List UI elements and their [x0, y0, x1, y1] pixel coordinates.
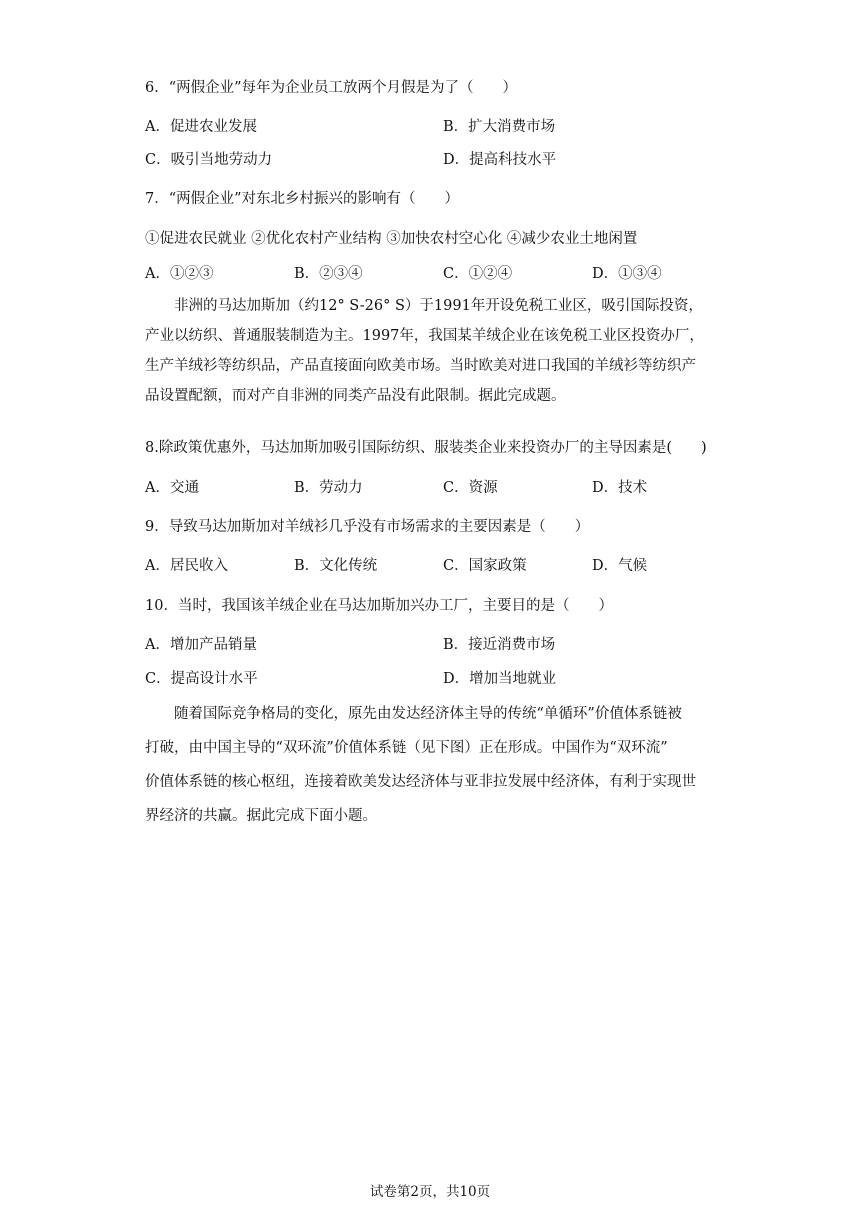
passage-line: 产业以纺织、普通服装制造为主。1997年，我国某羊绒企业在该免税工业区投资办厂， — [145, 328, 704, 344]
q9-option-b: B．文化传统 — [294, 558, 378, 574]
passage-line: 非洲的马达加斯加（约12° S-26° S）于1991年开设免税工业区，吸引国际投资， — [174, 298, 703, 314]
q6-option-d: D．提高科技水平 — [443, 152, 557, 168]
passage-line: 界经济的共赢。据此完成下面小题。 — [145, 808, 377, 824]
q7-option-c: C．①②④ — [443, 266, 513, 282]
passage-line: 生产羊绒衫等纺织品，产品直接面向欧美市场。当时欧美对进口我国的羊绒衫等纺织产 — [145, 358, 696, 374]
q8-option-b: B．劳动力 — [294, 480, 363, 496]
q8-stem: 8.除政策优惠外，马达加斯加吸引国际纺织、服装类企业来投资办厂的主导因素是( ) — [145, 440, 707, 456]
q8-option-d: D．技术 — [592, 480, 648, 496]
passage-line: 打破，由中国主导的“双环流”价值体系链（见下图）正在形成。中国作为“双环流” — [145, 740, 668, 756]
q10-option-c: C．提高设计水平 — [145, 671, 258, 687]
q6-option-b: B．扩大消费市场 — [443, 119, 556, 135]
q7-stem: 7．“两假企业”对东北乡村振兴的影响有（ ） — [145, 191, 460, 207]
passage-line: 价值体系链的核心枢纽，连接着欧美发达经济体与亚非拉发展中经济体，有利于实现世 — [145, 774, 696, 790]
passage-line: 随着国际竞争格局的变化，原先由发达经济体主导的传统“单循环”价值体系链被 — [174, 706, 682, 722]
q7-option-a: A．①②③ — [145, 266, 214, 282]
q10-option-a: A．增加产品销量 — [145, 637, 257, 653]
q6-option-c: C．吸引当地劳动力 — [145, 152, 273, 168]
q9-option-a: A．居民收入 — [145, 558, 228, 574]
q6-stem: 6．“两假企业”每年为企业员工放两个月假是为了（ ） — [145, 80, 518, 96]
q8-option-c: C．资源 — [443, 480, 498, 496]
passage-line: 品设置配额，而对产自非洲的同类产品没有此限制。据此完成题。 — [145, 388, 566, 404]
q6-option-a: A．促进农业发展 — [145, 119, 257, 135]
q10-option-d: D．增加当地就业 — [443, 671, 557, 687]
q7-option-b: B．②③④ — [294, 266, 363, 282]
q9-stem: 9．导致马达加斯加对羊绒衫几乎没有市场需求的主要因素是（ ） — [145, 519, 590, 535]
q9-option-c: C．国家政策 — [443, 558, 527, 574]
q8-option-a: A．交通 — [145, 480, 199, 496]
q9-option-d: D．气候 — [592, 558, 648, 574]
q7-option-d: D．①③④ — [592, 266, 662, 282]
q7-statements: ①促进农民就业 ②优化农村产业结构 ③加快农村空心化 ④减少农业土地闲置 — [145, 231, 638, 247]
page-footer: 试卷第2页，共10页 — [369, 1184, 491, 1200]
q10-option-b: B．接近消费市场 — [443, 637, 556, 653]
q10-stem: 10．当时，我国该羊绒企业在马达加斯加兴办工厂，主要目的是（ ） — [145, 598, 613, 614]
